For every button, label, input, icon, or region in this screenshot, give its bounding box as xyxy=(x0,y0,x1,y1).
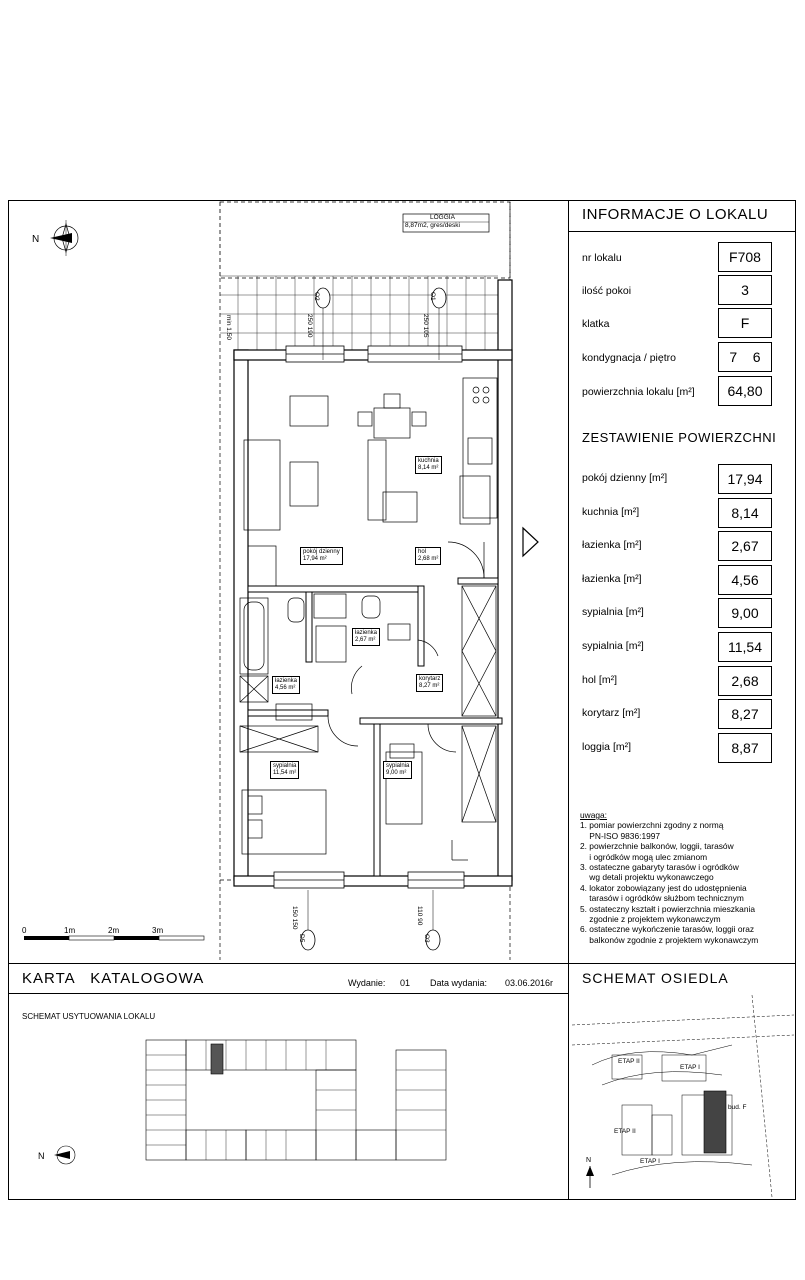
info-row-label: klatka xyxy=(582,318,610,330)
area-row-value: 2,67 xyxy=(718,531,772,561)
note-line: 6. ostateczne wykończenie tarasów, loggii oraz xyxy=(580,924,755,935)
room-label-bedroom-2: sypialnia 9,00 m² xyxy=(383,761,412,779)
area-row-value: 8,14 xyxy=(718,498,772,528)
info-row-value: 64,80 xyxy=(718,376,772,406)
note-line: 1. pomiar powierzchni zgodny z normą xyxy=(580,820,724,831)
note-line: 3. ostateczne gabaryty tarasów i ogródków xyxy=(580,862,739,873)
info-row-value: 7 6 xyxy=(718,342,772,372)
area-row-value: 4,56 xyxy=(718,565,772,595)
usage-title: SCHEMAT USYTUOWANIA LOKALU xyxy=(22,1012,156,1021)
area-row-label: hol [m²] xyxy=(582,673,618,686)
area-row-value: 9,00 xyxy=(718,598,772,628)
info-row-label: nr lokalu xyxy=(582,252,622,264)
floor-plan xyxy=(8,200,568,963)
info-row-value: 3 xyxy=(718,275,772,305)
info-title: INFORMACJE O LOKALU xyxy=(582,206,769,223)
room-label-bedroom-1: sypialnia 11,54 m² xyxy=(270,761,299,779)
svg-text:N: N xyxy=(32,234,40,245)
area-row-value: 17,94 xyxy=(718,464,772,494)
area-row-label: pokój dzienny [m²] xyxy=(582,472,668,484)
area-row-label: sypialnia [m²] xyxy=(582,640,644,652)
divider-footer-vert xyxy=(568,963,569,1200)
window-code-o2: O2 xyxy=(313,292,320,301)
area-row-label: loggia [m²] xyxy=(582,740,632,753)
building-f-highlight xyxy=(704,1091,726,1153)
room-label-bathroom-1: łazienka 2,67 m² xyxy=(352,628,380,646)
info-row-label: powierzchnia lokalu [m²] xyxy=(582,386,695,398)
room-label-living: pokój dzienny 17,94 m² xyxy=(300,547,343,565)
area-row-value: 8,87 xyxy=(718,733,772,763)
window-dim-o1: 250 105 xyxy=(422,314,429,338)
notes-heading: uwaga: xyxy=(580,810,608,820)
date-value: 03.06.2016r xyxy=(505,978,554,988)
unit-highlight xyxy=(211,1044,223,1074)
window-dim-o2: 250 190 xyxy=(306,314,313,338)
info-row-label: ilość pokoi xyxy=(582,285,632,297)
loggia-note: min 1.50 xyxy=(225,315,232,340)
window-code-d5: D5 xyxy=(298,934,305,943)
estate-label-5: bud. F xyxy=(728,1104,747,1111)
north-arrow-icon xyxy=(32,220,78,256)
area-row-label: łazienka [m²] xyxy=(582,572,642,585)
scale-label-3: 3m xyxy=(152,926,164,935)
room-label-bathroom-2: łazienka 4,56 m² xyxy=(272,676,300,694)
areas-title: ZESTAWIENIE POWIERZCHNI xyxy=(582,430,777,445)
divider-footer xyxy=(8,963,796,964)
area-row-label: łazienka [m²] xyxy=(582,539,642,552)
window-dim-d5: 150 150 xyxy=(291,906,298,930)
note-line: wg detali projektu wykonawczego xyxy=(580,872,714,883)
note-line: 2. powierzchnie balkonów, loggii, tarasów xyxy=(580,841,734,852)
building-schematic xyxy=(16,1030,561,1190)
note-line: tarasów i ogródków służbom technicznym xyxy=(580,893,744,904)
edition-value: 01 xyxy=(400,978,411,988)
info-row-value: F xyxy=(718,308,772,338)
card-title: KARTA KATALOGOWA xyxy=(22,970,205,987)
estate-label-4: ETAP I xyxy=(640,1158,660,1165)
area-row-label: kuchnia [m²] xyxy=(582,505,640,518)
scale-label-2: 2m xyxy=(108,926,120,935)
note-line: i ogródków mogą ulec zmianom xyxy=(580,851,708,862)
room-label-hall: hol 2,68 m² xyxy=(415,547,441,565)
north-arrow-small-icon xyxy=(38,1146,75,1164)
note-line: zgodnie z projektem wykonawczym xyxy=(580,914,721,925)
svg-text:N: N xyxy=(38,1151,45,1161)
info-row-value: F708 xyxy=(718,242,772,272)
scale-label-0: 0 xyxy=(22,926,27,935)
note-line: balkonów zgodnie z projektem wykonawczym xyxy=(580,934,759,945)
estate-schematic xyxy=(572,995,794,1197)
area-row-value: 8,27 xyxy=(718,699,772,729)
info-row-label: kondygnacja / piętro xyxy=(582,352,676,364)
note-line: 5. ostateczny kształt i powierzchnia mieszkania xyxy=(580,903,756,914)
loggia-detail: 8,87m2, gres/deski xyxy=(405,222,460,229)
room-label-corridor: korytarz 8,27 m² xyxy=(416,674,443,692)
scale-bar xyxy=(24,936,204,940)
date-label: Data wydania: xyxy=(430,978,488,988)
window-code-o1: O1 xyxy=(429,292,436,301)
area-row-label: korytarz [m²] xyxy=(582,707,641,720)
scale-label-1: 1m xyxy=(64,926,76,935)
window-code-o3: O3 xyxy=(423,934,430,943)
room-label-kitchen: kuchnia 8,14 m² xyxy=(415,456,442,474)
area-row-label: sypialnia [m²] xyxy=(582,606,644,619)
area-row-value: 2,68 xyxy=(718,666,772,696)
estate-title: SCHEMAT OSIEDLA xyxy=(582,970,729,986)
window-dim-o3: 110 90 xyxy=(416,906,423,926)
north-arrow-estate-icon xyxy=(586,1157,594,1188)
estate-label-1: ETAP II xyxy=(618,1058,640,1065)
area-row-value: 11,54 xyxy=(718,632,772,662)
edition-label: Wydanie: xyxy=(348,978,386,988)
divider-footer-2 xyxy=(8,993,568,994)
info-title-underline xyxy=(568,231,796,232)
estate-label-2: ETAP I xyxy=(680,1064,700,1071)
note-line: PN-ISO 9836:1997 xyxy=(580,830,661,841)
notes-block xyxy=(580,810,790,945)
estate-label-3: ETAP II xyxy=(614,1128,636,1135)
note-line: 4. lokator zobowiązany jest do udostępnienia xyxy=(580,882,747,893)
svg-text:N: N xyxy=(586,1157,592,1164)
divider-plan-info xyxy=(568,200,569,965)
loggia-label: LOGGIA xyxy=(430,214,455,221)
